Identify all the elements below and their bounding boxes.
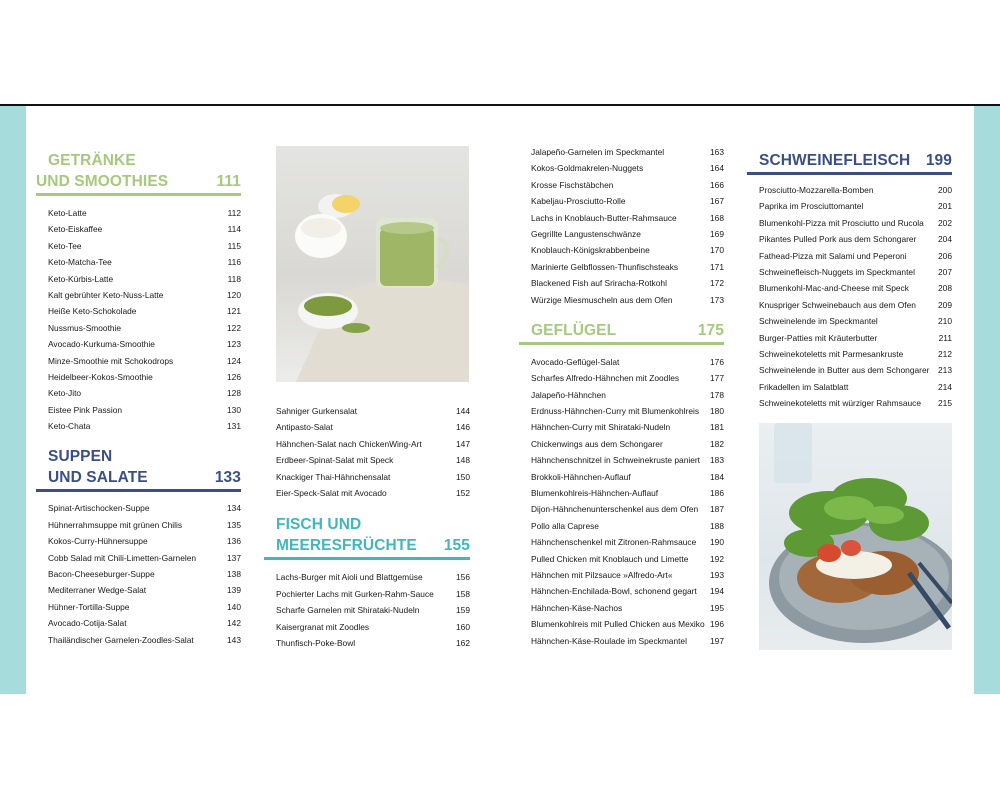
toc-entry bbox=[48, 353, 241, 369]
toc-entry bbox=[531, 485, 724, 501]
section-heading-schwein bbox=[747, 150, 952, 175]
toc-entry-title: Schweinekoteletts mit Parmesankruste bbox=[759, 348, 904, 359]
toc-entry bbox=[759, 280, 952, 296]
toc-entry-page: 170 bbox=[710, 245, 724, 256]
toc-entry-page: 214 bbox=[938, 381, 952, 392]
toc-entry-title: Knuspriger Schweinebauch aus dem Ofen bbox=[759, 299, 916, 310]
section-rule bbox=[519, 342, 724, 345]
toc-entry bbox=[759, 215, 952, 231]
section-heading-fisch bbox=[264, 514, 470, 560]
toc-entry-page: 201 bbox=[938, 201, 952, 212]
toc-entry-page: 193 bbox=[710, 569, 724, 580]
toc-entry-page: 147 bbox=[456, 438, 470, 449]
toc-entry-page: 140 bbox=[227, 601, 241, 612]
toc-entry-page: 139 bbox=[227, 585, 241, 596]
section-heading-suppen bbox=[36, 446, 241, 492]
toc-list-salate-cont bbox=[264, 403, 470, 501]
toc-entry bbox=[759, 231, 952, 247]
top-border-line bbox=[0, 104, 1000, 106]
toc-entry-title: Schweinefleisch-Nuggets im Speckmantel bbox=[759, 266, 915, 277]
toc-entry bbox=[531, 193, 724, 209]
toc-entry-title: Blumenkohlreis mit Pulled Chicken aus Mexiko bbox=[531, 619, 705, 630]
toc-list-gefluegel bbox=[519, 354, 724, 649]
toc-list-getraenke bbox=[36, 205, 241, 434]
toc-entry bbox=[531, 501, 724, 517]
toc-entry-title: Keto-Latte bbox=[48, 208, 87, 218]
toc-entry-page: 172 bbox=[710, 278, 724, 289]
toc-entry-title: Thailändischer Garnelen-Zoodles-Salat bbox=[48, 634, 194, 645]
toc-entry-page: 187 bbox=[710, 504, 724, 515]
toc-entry-title: Pulled Chicken mit Knoblauch und Limette bbox=[531, 553, 689, 564]
column-4 bbox=[747, 150, 952, 411]
toc-entry-title: Hühnerrahmsuppe mit grünen Chilis bbox=[48, 519, 183, 530]
section-page-number: 133 bbox=[214, 469, 241, 487]
toc-entry-page: 211 bbox=[938, 332, 952, 343]
toc-entry-title: Keto-Eiskaffee bbox=[48, 224, 103, 235]
toc-entry bbox=[48, 205, 241, 221]
toc-entry-page: 159 bbox=[456, 605, 470, 616]
toc-entry-title: Hähnchen-Käse-Nachos bbox=[531, 602, 623, 613]
toc-entry-page: 178 bbox=[710, 389, 724, 400]
toc-entry bbox=[48, 418, 241, 434]
section-heading-line2: UND SALATE bbox=[48, 469, 148, 487]
toc-entry-page: 114 bbox=[227, 224, 241, 235]
toc-entry bbox=[276, 469, 470, 485]
toc-entry-title: Hähnchen-Käse-Roulade im Speckmantel bbox=[531, 635, 687, 646]
toc-entry-title: Scharfe Garnelen mit Shirataki-Nudeln bbox=[276, 605, 420, 616]
toc-entry-title: Burger-Patties mit Kräuterbutter bbox=[759, 332, 878, 343]
toc-entry bbox=[48, 303, 241, 319]
toc-entry-title: Avocado-Kurkuma-Smoothie bbox=[48, 339, 155, 350]
toc-entry bbox=[48, 500, 241, 516]
toc-entry-page: 156 bbox=[456, 572, 470, 583]
toc-entry-title: Hähnchen-Salat nach ChickenWing-Art bbox=[276, 438, 422, 449]
toc-entry-title: Scharfes Alfredo-Hähnchen mit Zoodles bbox=[531, 373, 680, 384]
left-side-band bbox=[0, 106, 26, 694]
toc-entry bbox=[48, 320, 241, 336]
toc-entry-title: Thunfisch-Poke-Bowl bbox=[276, 637, 356, 648]
toc-entry bbox=[276, 602, 470, 618]
toc-entry-page: 148 bbox=[456, 455, 470, 466]
toc-entry bbox=[531, 242, 724, 258]
toc-entry bbox=[48, 615, 241, 631]
section-heading-line2: UND SMOOTHIES bbox=[36, 173, 169, 190]
toc-entry-title: Schweinekoteletts mit würziger Rahmsauce bbox=[759, 398, 921, 409]
section-heading-line2: MEERESFRÜCHTE bbox=[276, 537, 417, 555]
toc-entry bbox=[48, 385, 241, 401]
section-rule bbox=[36, 489, 241, 492]
toc-entry bbox=[759, 248, 952, 264]
toc-entry-page: 167 bbox=[710, 196, 724, 207]
toc-entry bbox=[759, 395, 952, 411]
toc-entry bbox=[48, 566, 241, 582]
toc-entry bbox=[276, 635, 470, 651]
toc-entry-page: 169 bbox=[710, 228, 724, 239]
toc-entry-title: Minze-Smoothie mit Schokodrops bbox=[48, 355, 174, 366]
toc-entry bbox=[531, 226, 724, 242]
toc-entry-page: 144 bbox=[456, 406, 470, 416]
toc-entry-page: 137 bbox=[227, 552, 241, 563]
toc-entry-page: 188 bbox=[710, 520, 724, 531]
toc-entry bbox=[759, 313, 952, 329]
toc-entry bbox=[759, 379, 952, 395]
toc-entry bbox=[531, 551, 724, 567]
toc-entry bbox=[48, 402, 241, 418]
toc-entry-title: Eistee Pink Passion bbox=[48, 404, 123, 415]
right-side-band bbox=[974, 106, 1000, 694]
toc-entry-title: Sahniger Gurkensalat bbox=[276, 406, 358, 416]
section-page-number: 199 bbox=[925, 152, 952, 169]
toc-entry-title: Hähnchen mit Pilzsauce »Alfredo-Art« bbox=[531, 569, 673, 580]
toc-entry-title: Keto-Chata bbox=[48, 421, 91, 432]
toc-entry-page: 177 bbox=[710, 373, 724, 384]
toc-entry-title: Dijon-Hähnchenunterschenkel aus dem Ofen bbox=[531, 504, 699, 515]
toc-entry-page: 135 bbox=[227, 519, 241, 530]
toc-entry bbox=[48, 550, 241, 566]
section-rule bbox=[36, 193, 241, 196]
toc-entry-page: 131 bbox=[227, 421, 241, 432]
toc-entry-page: 196 bbox=[710, 619, 724, 630]
toc-entry bbox=[531, 452, 724, 468]
toc-entry bbox=[48, 599, 241, 615]
toc-entry bbox=[531, 292, 724, 308]
toc-entry-page: 152 bbox=[456, 487, 470, 498]
toc-entry-title: Cobb Salad mit Chili-Limetten-Garnelen bbox=[48, 552, 197, 563]
toc-entry bbox=[276, 436, 470, 452]
toc-entry-page: 180 bbox=[710, 406, 724, 417]
toc-entry-title: Blumenkohl-Mac-and-Cheese mit Speck bbox=[759, 283, 909, 294]
section-rule bbox=[264, 557, 470, 560]
toc-entry-title: Pochierter Lachs mit Gurken-Rahm-Sauce bbox=[276, 588, 434, 599]
toc-entry-title: Blackened Fish auf Sriracha-Rotkohl bbox=[531, 278, 667, 289]
toc-entry bbox=[531, 387, 724, 403]
toc-entry bbox=[276, 569, 470, 585]
toc-entry-title: Blumenkohlreis-Hähnchen-Auflauf bbox=[531, 488, 659, 499]
toc-entry bbox=[276, 619, 470, 635]
toc-entry-page: 150 bbox=[456, 471, 470, 482]
toc-list-suppen bbox=[36, 500, 241, 648]
toc-entry-title: Keto-Jito bbox=[48, 388, 82, 399]
toc-entry-page: 208 bbox=[938, 283, 952, 294]
toc-entry-title: Würzige Miesmuscheln aus dem Ofen bbox=[531, 294, 673, 305]
toc-entry bbox=[48, 238, 241, 254]
toc-entry-page: 162 bbox=[456, 637, 470, 648]
toc-entry bbox=[531, 633, 724, 649]
toc-entry-page: 163 bbox=[710, 147, 724, 157]
toc-entry-title: Hähnchen-Curry mit Shirataki-Nudeln bbox=[531, 422, 671, 433]
toc-entry-page: 194 bbox=[710, 586, 724, 597]
section-page-number: 155 bbox=[443, 537, 470, 555]
toc-entry bbox=[48, 287, 241, 303]
toc-entry-title: Nussmus-Smoothie bbox=[48, 322, 122, 333]
toc-entry-page: 128 bbox=[227, 388, 241, 399]
toc-entry-title: Paprika im Prosciuttomantel bbox=[759, 201, 864, 212]
toc-entry bbox=[759, 330, 952, 346]
toc-entry-page: 143 bbox=[227, 634, 241, 645]
toc-entry-page: 186 bbox=[710, 488, 724, 499]
toc-entry-title: Knoblauch-Königskrabbenbeine bbox=[531, 245, 650, 256]
toc-entry-page: 192 bbox=[710, 553, 724, 564]
toc-entry-title: Mediterraner Wedge-Salat bbox=[48, 585, 147, 596]
toc-entry-page: 213 bbox=[938, 365, 952, 376]
toc-entry-title: Fathead-Pizza mit Salami und Peperoni bbox=[759, 250, 907, 261]
toc-entry-title: Kaisergranat mit Zoodles bbox=[276, 621, 370, 632]
toc-entry-title: Heiße Keto-Schokolade bbox=[48, 306, 137, 317]
toc-entry-page: 190 bbox=[710, 537, 724, 548]
toc-entry-page: 209 bbox=[938, 299, 952, 310]
section-heading-line1: SCHWEINEFLEISCH bbox=[759, 152, 911, 169]
toc-entry bbox=[276, 419, 470, 435]
toc-entry-title: Keto-Matcha-Tee bbox=[48, 257, 112, 268]
toc-entry-title: Avocado-Geflügel-Salat bbox=[531, 356, 620, 367]
toc-entry-title: Kalt gebrühter Keto-Nuss-Latte bbox=[48, 289, 164, 300]
toc-entry bbox=[48, 369, 241, 385]
toc-entry-page: 116 bbox=[227, 257, 241, 268]
toc-entry-page: 115 bbox=[227, 240, 241, 251]
toc-entry bbox=[276, 485, 470, 501]
section-heading-line1: GETRÄNKE bbox=[48, 152, 136, 169]
toc-entry-page: 166 bbox=[710, 179, 724, 190]
toc-entry-page: 120 bbox=[227, 289, 241, 300]
toc-entry-title: Prosciutto-Mozzarella-Bomben bbox=[759, 185, 874, 195]
toc-entry-page: 206 bbox=[938, 250, 952, 261]
toc-entry bbox=[48, 517, 241, 533]
toc-entry bbox=[531, 436, 724, 452]
toc-entry-page: 118 bbox=[227, 273, 241, 284]
toc-entry bbox=[531, 259, 724, 275]
toc-entry-title: Schweinelende im Speckmantel bbox=[759, 316, 878, 327]
toc-entry-title: Keto-Tee bbox=[48, 240, 82, 251]
toc-entry bbox=[276, 586, 470, 602]
toc-entry-title: Hähnchenschenkel mit Zitronen-Rahmsauce bbox=[531, 537, 697, 548]
section-heading-getraenke bbox=[36, 150, 241, 196]
toc-entry bbox=[531, 518, 724, 534]
toc-entry-title: Keto-Kürbis-Latte bbox=[48, 273, 114, 284]
section-rule bbox=[747, 172, 952, 175]
pork-chop-salad-illustration bbox=[759, 423, 952, 650]
toc-entry-page: 197 bbox=[710, 635, 724, 646]
section-page-number: 111 bbox=[216, 173, 241, 190]
toc-entry bbox=[759, 198, 952, 214]
toc-entry-page: 138 bbox=[227, 569, 241, 580]
toc-entry-title: Pollo alla Caprese bbox=[531, 520, 599, 531]
toc-entry-title: Heidelbeer-Kokos-Smoothie bbox=[48, 371, 153, 382]
toc-entry bbox=[531, 534, 724, 550]
toc-entry bbox=[759, 346, 952, 362]
toc-entry bbox=[531, 160, 724, 176]
toc-entry-page: 207 bbox=[938, 266, 952, 277]
toc-entry-title: Lachs in Knoblauch-Butter-Rahmsauce bbox=[531, 212, 677, 223]
toc-entry-page: 173 bbox=[710, 294, 724, 305]
toc-entry bbox=[531, 419, 724, 435]
toc-entry bbox=[48, 271, 241, 287]
section-heading-line1: FISCH UND bbox=[276, 516, 362, 534]
toc-entry-page: 212 bbox=[938, 348, 952, 359]
toc-entry-page: 142 bbox=[227, 618, 241, 629]
toc-entry-page: 183 bbox=[710, 455, 724, 466]
toc-entry bbox=[531, 600, 724, 616]
column-3 bbox=[519, 144, 724, 649]
toc-entry bbox=[48, 533, 241, 549]
toc-entry-title: Bacon-Cheeseburger-Suppe bbox=[48, 569, 155, 580]
toc-entry-page: 195 bbox=[710, 602, 724, 613]
toc-entry-title: Jalapeño-Garnelen im Speckmantel bbox=[531, 147, 665, 157]
toc-entry-title: Krosse Fischstäbchen bbox=[531, 179, 614, 190]
toc-entry-title: Spinat-Artischocken-Suppe bbox=[48, 503, 150, 514]
toc-entry-title: Hähnchenschnitzel in Schweinekruste paniert bbox=[531, 455, 700, 466]
toc-entry-page: 160 bbox=[456, 621, 470, 632]
toc-entry bbox=[531, 616, 724, 632]
toc-entry-title: Avocado-Cotija-Salat bbox=[48, 618, 127, 629]
toc-entry-title: Chickenwings aus dem Schongarer bbox=[531, 438, 663, 449]
toc-entry-title: Knackiger Thai-Hähnchensalat bbox=[276, 471, 391, 482]
section-heading-line1: GEFLÜGEL bbox=[531, 321, 617, 339]
toc-entry bbox=[531, 403, 724, 419]
toc-entry-title: Schweinelende in Butter aus dem Schongarer bbox=[759, 365, 930, 376]
toc-entry-title: Erdnuss-Hähnchen-Curry mit Blumenkohlreis bbox=[531, 406, 700, 417]
toc-entry bbox=[48, 221, 241, 237]
toc-entry-title: Antipasto-Salat bbox=[276, 422, 333, 433]
toc-entry-page: 121 bbox=[227, 306, 241, 317]
toc-entry-title: Kokos-Curry-Hühnersuppe bbox=[48, 536, 148, 547]
toc-entry-page: 210 bbox=[938, 316, 952, 327]
toc-entry bbox=[276, 403, 470, 419]
toc-entry-title: Hühner-Tortilla-Suppe bbox=[48, 601, 130, 612]
toc-entry-title: Gegrillte Langustenschwänze bbox=[531, 228, 641, 239]
toc-entry bbox=[531, 469, 724, 485]
toc-entry-page: 184 bbox=[710, 471, 724, 482]
toc-entry-title: Frikadellen im Salatblatt bbox=[759, 381, 849, 392]
toc-entry-title: Marinierte Gelbflossen-Thunfischsteaks bbox=[531, 261, 679, 272]
toc-entry bbox=[531, 567, 724, 583]
toc-entry bbox=[48, 336, 241, 352]
toc-entry-page: 204 bbox=[938, 234, 952, 245]
toc-entry-page: 176 bbox=[710, 356, 724, 367]
toc-entry-page: 215 bbox=[938, 398, 952, 409]
toc-entry-page: 124 bbox=[227, 355, 241, 366]
toc-entry-page: 171 bbox=[710, 261, 724, 272]
toc-list-schwein bbox=[747, 182, 952, 411]
toc-entry bbox=[759, 264, 952, 280]
section-page-number: 175 bbox=[697, 321, 724, 339]
toc-entry-title: Hähnchen-Enchilada-Bowl, schonend gegart bbox=[531, 586, 697, 597]
toc-entry-page: 112 bbox=[227, 208, 241, 218]
toc-entry-page: 202 bbox=[938, 217, 952, 228]
toc-entry-title: Pikantes Pulled Pork aus dem Schongarer bbox=[759, 234, 917, 245]
toc-entry-page: 130 bbox=[227, 404, 241, 415]
toc-entry-page: 158 bbox=[456, 588, 470, 599]
toc-entry bbox=[759, 297, 952, 313]
toc-entry-title: Lachs-Burger mit Aioli und Blattgemüse bbox=[276, 572, 423, 583]
toc-entry bbox=[48, 582, 241, 598]
toc-entry-page: 123 bbox=[227, 339, 241, 350]
toc-entry bbox=[531, 583, 724, 599]
matcha-latte-photo bbox=[276, 146, 469, 382]
toc-entry-title: Blumenkohl-Pizza mit Prosciutto und Rucola bbox=[759, 217, 924, 228]
toc-entry-title: Erdbeer-Spinat-Salat mit Speck bbox=[276, 455, 394, 466]
toc-entry bbox=[531, 370, 724, 386]
toc-entry bbox=[48, 632, 241, 648]
toc-entry-page: 164 bbox=[710, 163, 724, 174]
toc-entry-page: 134 bbox=[227, 503, 241, 514]
toc-entry bbox=[759, 182, 952, 198]
pork-chop-salad-photo bbox=[759, 423, 952, 650]
column-2 bbox=[264, 403, 470, 651]
column-1 bbox=[36, 150, 241, 648]
toc-entry-page: 168 bbox=[710, 212, 724, 223]
toc-list-fisch bbox=[264, 569, 470, 651]
toc-entry bbox=[531, 354, 724, 370]
toc-entry bbox=[531, 177, 724, 193]
toc-entry bbox=[759, 362, 952, 378]
toc-entry-title: Eier-Speck-Salat mit Avocado bbox=[276, 487, 387, 498]
toc-entry-page: 200 bbox=[938, 185, 952, 195]
toc-entry-title: Kabeljau-Prosciutto-Rolle bbox=[531, 196, 626, 207]
toc-entry bbox=[48, 254, 241, 270]
section-heading-line1: SUPPEN bbox=[48, 448, 113, 466]
toc-entry bbox=[531, 275, 724, 291]
toc-entry-page: 126 bbox=[227, 371, 241, 382]
section-heading-gefluegel bbox=[519, 320, 724, 345]
toc-entry-title: Jalapeño-Hähnchen bbox=[531, 389, 606, 400]
toc-entry-page: 122 bbox=[227, 322, 241, 333]
toc-list-fisch-cont bbox=[519, 144, 724, 308]
toc-entry bbox=[276, 452, 470, 468]
toc-entry-page: 136 bbox=[227, 536, 241, 547]
toc-entry bbox=[531, 144, 724, 160]
matcha-latte-illustration bbox=[276, 146, 469, 382]
toc-entry-title: Kokos-Goldmakrelen-Nuggets bbox=[531, 163, 644, 174]
toc-entry-page: 181 bbox=[710, 422, 724, 433]
toc-entry-page: 146 bbox=[456, 422, 470, 433]
toc-entry-title: Brokkoli-Hähnchen-Auflauf bbox=[531, 471, 631, 482]
toc-entry-page: 182 bbox=[710, 438, 724, 449]
toc-entry bbox=[531, 210, 724, 226]
